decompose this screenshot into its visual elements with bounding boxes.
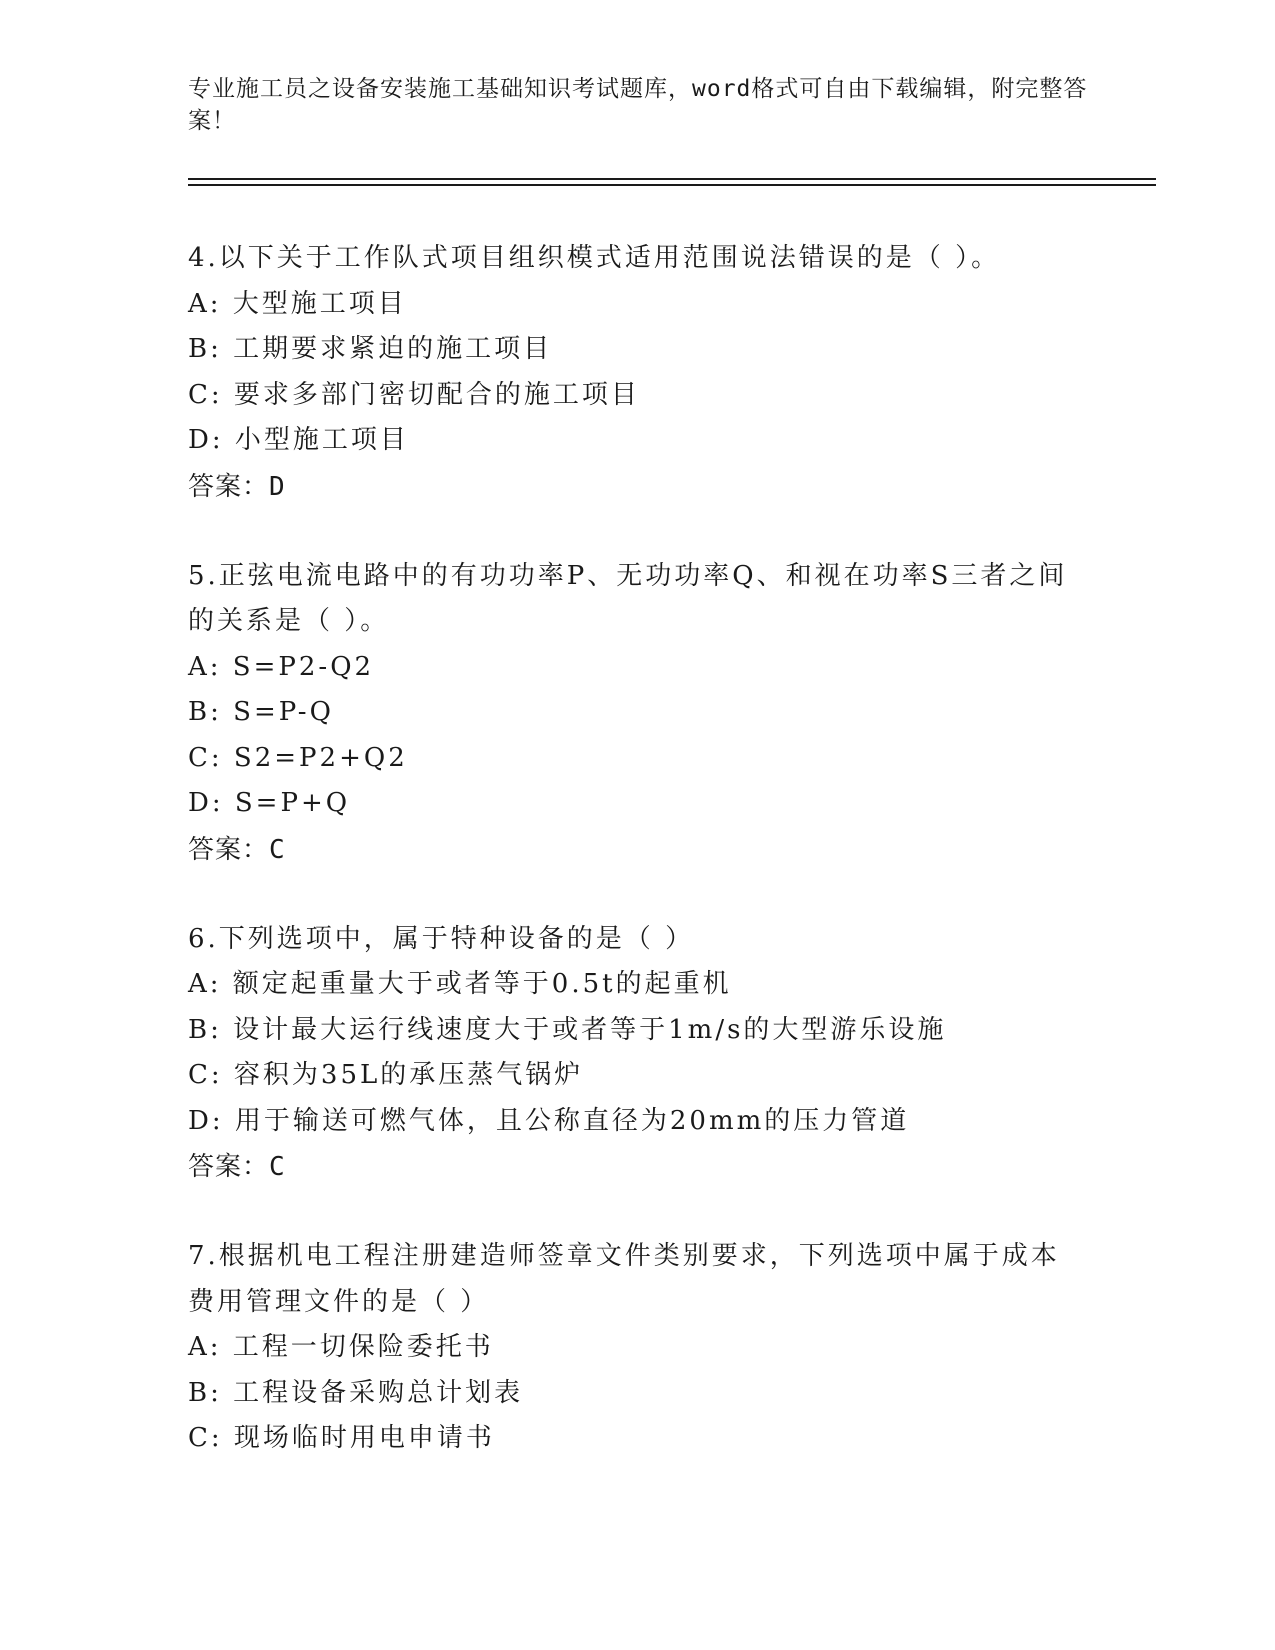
option-a: A: 工程一切保险委托书 bbox=[188, 1332, 494, 1362]
option-d: D: 小型施工项目 bbox=[188, 425, 409, 455]
question-5 bbox=[188, 554, 1088, 873]
question-stem: 5.正弦电流电路中的有功功率P、无功功率Q、和视在功率S三者之间的关系是（ ）。 bbox=[188, 560, 1068, 636]
question-stem: 6.下列选项中，属于特种设备的是（ ） bbox=[188, 923, 695, 954]
option-c: C: 现场临时用电申请书 bbox=[188, 1423, 495, 1453]
answer-text: 答案：C bbox=[188, 1152, 286, 1182]
question-7 bbox=[188, 1234, 1088, 1462]
option-b: B: 工程设备采购总计划表 bbox=[188, 1377, 524, 1408]
option-c: C: 容积为35L的承压蒸气锅炉 bbox=[188, 1060, 584, 1090]
option-a: A: S=P2-Q2 bbox=[188, 651, 375, 682]
question-6 bbox=[188, 917, 1088, 1191]
option-b: B: 设计最大运行线速度大于或者等于1m/s的大型游乐设施 bbox=[188, 1014, 947, 1045]
question-4 bbox=[188, 236, 1088, 510]
answer-text: 答案：C bbox=[188, 834, 286, 865]
header-divider-top bbox=[188, 178, 1156, 180]
option-b: B: 工期要求紧迫的施工项目 bbox=[188, 334, 553, 364]
question-stem: 7.根据机电工程注册建造师签章文件类别要求，下列选项中属于成本费用管理文件的是（ ） bbox=[188, 1241, 1060, 1317]
option-d: D: S=P+Q bbox=[188, 788, 351, 818]
option-b: B: S=P-Q bbox=[188, 697, 334, 727]
question-stem: 4.以下关于工作队式项目组织模式适用范围说法错误的是（ ）。 bbox=[188, 243, 1001, 273]
answer-text: 答案：D bbox=[188, 471, 286, 502]
question-list bbox=[188, 236, 1088, 1506]
option-c: C: 要求多部门密切配合的施工项目 bbox=[188, 379, 640, 410]
option-a: A: 额定起重量大于或者等于0.5t的起重机 bbox=[188, 969, 732, 999]
option-d: D: 用于输送可燃气体，且公称直径为20mm的压力管道 bbox=[188, 1105, 910, 1136]
document-header: 专业施工员之设备安装施工基础知识考试题库，word格式可自由下载编辑，附完整答案！ bbox=[188, 76, 1088, 134]
option-a: A: 大型施工项目 bbox=[188, 288, 407, 319]
header-divider-bottom bbox=[188, 184, 1156, 186]
option-c: C: S2=P2+Q2 bbox=[188, 742, 408, 773]
